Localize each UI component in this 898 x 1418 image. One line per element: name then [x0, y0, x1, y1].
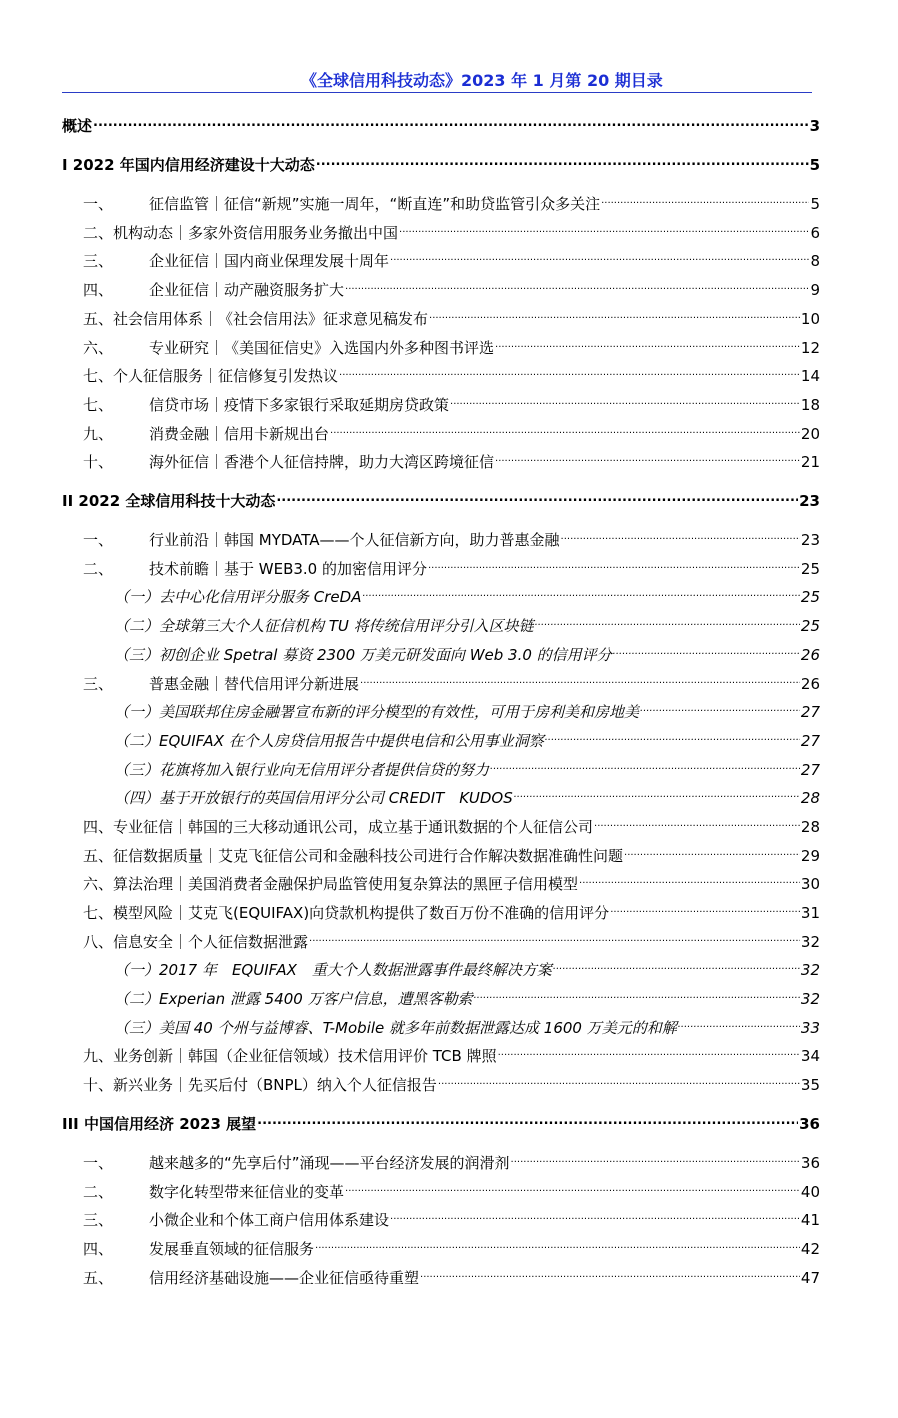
toc-entry-page-number: 27	[800, 703, 820, 721]
toc-entry-label: 十、新兴业务｜先买后付（BNPL）纳入个人征信报告	[83, 1076, 437, 1094]
toc-entry[interactable]	[114, 781, 820, 807]
toc-entry[interactable]	[62, 148, 820, 174]
toc-entry-page-number: 21	[800, 453, 820, 471]
toc-entry-label: （三）花旗将加入银行业向无信用评分者提供信贷的努力	[114, 761, 490, 779]
toc-leader-dots	[428, 552, 800, 574]
toc-entry-page-number: 32	[800, 990, 820, 1008]
toc-entry[interactable]	[83, 1146, 820, 1172]
toc-entry[interactable]	[83, 1261, 820, 1287]
toc-leader-dots	[399, 216, 809, 238]
toc-entry-label: 七、模型风险｜艾克飞(EQUIFAX)向贷款机构提供了数百万份不准确的信用评分	[83, 904, 610, 922]
toc-entry[interactable]	[114, 1011, 820, 1037]
toc-title: 《全球信用科技动态》2023 年 1 月第 20 期目录	[301, 71, 663, 90]
toc-entry[interactable]	[114, 638, 820, 664]
toc-entry-label: 概述	[62, 117, 93, 135]
toc-leader-dots	[495, 445, 800, 467]
toc-entry-number: 三、	[83, 252, 114, 270]
toc-entry-page-number: 27	[800, 732, 820, 750]
toc-entry-page-number: 20	[800, 425, 820, 443]
toc-entry-label: （二）EQUIFAX 在个人房贷信用报告中提供电信和公用事业洞察	[114, 732, 544, 750]
toc-entry-number: 二、	[83, 1183, 114, 1201]
toc-entry-number: 九、	[83, 425, 114, 443]
toc-entry-label: 四、专业征信｜韩国的三大移动通讯公司，成立基于通讯数据的个人征信公司	[83, 818, 594, 836]
toc-entry[interactable]	[83, 552, 820, 578]
toc-leader-dots	[345, 1175, 800, 1197]
toc-entry-page-number: 32	[800, 933, 820, 951]
toc-leader-dots	[339, 359, 800, 381]
toc-title-bar	[62, 66, 812, 93]
toc-entry-number: 一、	[83, 1154, 114, 1172]
toc-entry-label: 八、信息安全｜个人征信数据泄露	[83, 933, 309, 951]
toc-entry-number: 三、	[83, 675, 114, 693]
toc-entry-label: 小微企业和个体工商户信用体系建设	[149, 1211, 390, 1229]
toc-leader-dots	[93, 109, 809, 131]
toc-entry[interactable]	[83, 273, 820, 299]
toc-entry-page-number: 14	[800, 367, 820, 385]
toc-entry-page-number: 36	[799, 1115, 820, 1133]
toc-entry[interactable]	[83, 839, 820, 865]
toc-entry-number: 三、	[83, 1211, 114, 1229]
toc-entry[interactable]	[83, 1232, 820, 1258]
toc-entry-number: 一、	[83, 531, 114, 549]
toc-entry-page-number: 29	[800, 847, 820, 865]
toc-leader-dots	[511, 1146, 800, 1168]
toc-entry-label: 越来越多的“先享后付”涌现——平台经济发展的润滑剂	[149, 1154, 510, 1172]
toc-entry-label: 消费金融｜信用卡新规出台	[149, 425, 330, 443]
toc-entry[interactable]	[83, 810, 820, 836]
toc-entry-label: 五、社会信用体系｜《社会信用法》征求意见稿发布	[83, 310, 429, 328]
toc-entry-page-number: 23	[800, 531, 820, 549]
toc-leader-dots	[624, 839, 800, 861]
toc-entry-page-number: 47	[800, 1269, 820, 1287]
toc-leader-dots	[450, 388, 800, 410]
toc-entry-page-number: 25	[800, 617, 820, 635]
toc-entry-label: （一）美国联邦住房金融署宣布新的评分模型的有效性，可用于房利美和房地美	[114, 703, 640, 721]
toc-entry-label: 企业征信｜国内商业保理发展十周年	[149, 252, 390, 270]
toc-leader-dots	[553, 953, 800, 975]
toc-entry-page-number: 23	[799, 492, 820, 510]
toc-entry-number: 四、	[83, 281, 114, 299]
toc-entry-page-number: 5	[810, 195, 820, 213]
toc-entry[interactable]	[83, 244, 820, 270]
toc-leader-dots	[640, 695, 800, 717]
toc-leader-dots	[429, 302, 800, 324]
toc-leader-dots	[390, 1203, 800, 1225]
toc-entry-label: 数字化转型带来征信业的变革	[149, 1183, 345, 1201]
toc-entry[interactable]	[83, 1175, 820, 1201]
toc-entry-label: 信贷市场｜疫情下多家银行采取延期房贷政策	[149, 396, 450, 414]
toc-entry-label: 技术前瞻｜基于 WEB3.0 的加密信用评分	[149, 560, 427, 578]
toc-entry-label: （四）基于开放银行的英国信用评分公司 CREDIT KUDOS	[114, 789, 513, 807]
toc-leader-dots	[315, 1232, 800, 1254]
toc-leader-dots	[309, 925, 800, 947]
toc-entry-page-number: 25	[800, 588, 820, 606]
toc-entry-page-number: 8	[810, 252, 820, 270]
toc-leader-dots	[561, 523, 800, 545]
toc-entry-page-number: 31	[800, 904, 820, 922]
toc-entry-label: 普惠金融｜替代信用评分新进展	[149, 675, 360, 693]
toc-entry-label: （二）Experian 泄露 5400 万客户信息，遭黑客勒索	[114, 990, 473, 1008]
toc-entry-number: 二、	[83, 560, 114, 578]
toc-entry-page-number: 33	[800, 1019, 820, 1037]
toc-entry[interactable]	[114, 580, 820, 606]
toc-leader-dots	[535, 609, 800, 631]
toc-entry[interactable]	[83, 302, 820, 328]
toc-leader-dots	[316, 148, 809, 170]
toc-entry-label: （一）去中心化信用评分服务 CreDA	[114, 588, 362, 606]
toc-entry-label: III 中国信用经济 2023 展望	[62, 1115, 257, 1133]
toc-entry[interactable]	[114, 982, 820, 1008]
toc-entry-label: I 2022 年国内信用经济建设十大动态	[62, 156, 315, 174]
toc-entry[interactable]	[83, 896, 820, 922]
toc-entry-label: II 2022 全球信用科技十大动态	[62, 492, 276, 510]
toc-entry-page-number: 41	[800, 1211, 820, 1229]
toc-entry-page-number: 36	[800, 1154, 820, 1172]
toc-entry-page-number: 3	[809, 117, 820, 135]
toc-leader-dots	[613, 638, 800, 660]
toc-leader-dots	[594, 810, 800, 832]
toc-leader-dots	[601, 187, 809, 209]
toc-entry-label: （一）2017 年 EQUIFAX 重大个人数据泄露事件最终解决方案	[114, 961, 552, 979]
toc-leader-dots	[514, 781, 800, 803]
toc-entry-label: 行业前沿｜韩国 MYDATA——个人征信新方向，助力普惠金融	[149, 531, 560, 549]
toc-entry[interactable]	[114, 695, 820, 721]
toc-entry[interactable]	[83, 388, 820, 414]
toc-entry[interactable]	[83, 359, 820, 385]
toc-entry[interactable]	[83, 187, 820, 213]
toc-entry-page-number: 42	[800, 1240, 820, 1258]
toc-entry[interactable]	[83, 1039, 820, 1065]
toc-entry-page-number: 30	[800, 875, 820, 893]
toc-entry[interactable]	[62, 484, 820, 510]
toc-entry-page-number: 35	[800, 1076, 820, 1094]
toc-entry-label: 二、机构动态｜多家外资信用服务业务撤出中国	[83, 224, 399, 242]
toc-entry-page-number: 26	[800, 675, 820, 693]
toc-leader-dots	[678, 1011, 800, 1033]
toc-entry-label: 专业研究｜《美国征信史》入选国内外多种图书评选	[149, 339, 495, 357]
toc-entry-label: 六、算法治理｜美国消费者金融保护局监管使用复杂算法的黑匣子信用模型	[83, 875, 579, 893]
toc-entry[interactable]	[83, 1068, 820, 1094]
toc-entry-page-number: 12	[800, 339, 820, 357]
toc-entry-page-number: 5	[809, 156, 820, 174]
toc-entry-page-number: 25	[800, 560, 820, 578]
toc-leader-dots	[579, 867, 800, 889]
toc-entry-label: （二）全球第三大个人征信机构 TU 将传统信用评分引入区块链	[114, 617, 534, 635]
toc-entry[interactable]	[62, 1107, 820, 1133]
toc-entry[interactable]	[114, 753, 820, 779]
toc-entry[interactable]	[83, 417, 820, 443]
toc-leader-dots	[490, 753, 800, 775]
toc-entry[interactable]	[83, 925, 820, 951]
toc-entry[interactable]	[83, 867, 820, 893]
toc-entry[interactable]	[114, 609, 820, 635]
toc-entry-page-number: 9	[810, 281, 820, 299]
toc-entry-page-number: 6	[810, 224, 820, 242]
toc-entry-page-number: 34	[800, 1047, 820, 1065]
toc-leader-dots	[330, 417, 800, 439]
toc-entry[interactable]	[83, 523, 820, 549]
toc-entry[interactable]	[62, 109, 820, 135]
toc-leader-dots	[257, 1107, 798, 1129]
toc-leader-dots	[420, 1261, 800, 1283]
toc-entry-page-number: 28	[800, 818, 820, 836]
toc-entry[interactable]	[83, 331, 820, 357]
toc-entry-page-number: 10	[800, 310, 820, 328]
toc-entry-label: 征信监管｜征信“新规”实施一周年，“断直连”和助贷监管引众多关注	[149, 195, 601, 213]
toc-entry-page-number: 32	[800, 961, 820, 979]
toc-entry-label: （三）美国 40 个州与益博睿、T-Mobile 就多年前数据泄露达成 1600 万美元的和解	[114, 1019, 677, 1037]
toc-entry-number: 十、	[83, 453, 114, 471]
toc-leader-dots	[390, 244, 809, 266]
toc-leader-dots	[345, 273, 809, 295]
toc-leader-dots	[545, 724, 800, 746]
toc-leader-dots	[474, 982, 800, 1004]
toc-entry-label: 信用经济基础设施——企业征信亟待重塑	[149, 1269, 420, 1287]
toc-entry-page-number: 26	[800, 646, 820, 664]
toc-entry-number: 七、	[83, 396, 114, 414]
toc-entry-label: （三）初创企业 Spetral 募资 2300 万美元研发面向 Web 3.0 的信用评分	[114, 646, 612, 664]
toc-entry-label: 五、征信数据质量｜艾克飞征信公司和金融科技公司进行合作解决数据准确性问题	[83, 847, 624, 865]
toc-entry[interactable]	[114, 953, 820, 979]
toc-entry-page-number: 28	[800, 789, 820, 807]
toc-leader-dots	[610, 896, 800, 918]
toc-entry-number: 一、	[83, 195, 114, 213]
toc-entry-number: 四、	[83, 1240, 114, 1258]
toc-entry-label: 企业征信｜动产融资服务扩大	[149, 281, 345, 299]
toc-leader-dots	[276, 484, 798, 506]
toc-entry-page-number: 40	[800, 1183, 820, 1201]
toc-entry-page-number: 18	[800, 396, 820, 414]
toc-entry-label: 七、个人征信服务｜征信修复引发热议	[83, 367, 339, 385]
toc-leader-dots	[362, 580, 799, 602]
toc-leader-dots	[498, 1039, 800, 1061]
toc-entry-label: 发展垂直领域的征信服务	[149, 1240, 315, 1258]
toc-leader-dots	[495, 331, 800, 353]
toc-entry-label: 九、业务创新｜韩国（企业征信领域）技术信用评价 TCB 牌照	[83, 1047, 497, 1065]
toc-entry-number: 五、	[83, 1269, 114, 1287]
toc-leader-dots	[360, 667, 800, 689]
toc-entry-number: 六、	[83, 339, 114, 357]
toc-entry[interactable]	[114, 724, 820, 750]
toc-entry-label: 海外征信｜香港个人征信持牌，助力大湾区跨境征信	[149, 453, 495, 471]
toc-entry[interactable]	[83, 216, 820, 242]
toc-entry[interactable]	[83, 445, 820, 471]
toc-entry[interactable]	[83, 667, 820, 693]
toc-entry-page-number: 27	[800, 761, 820, 779]
toc-entry[interactable]	[83, 1203, 820, 1229]
toc-leader-dots	[438, 1068, 800, 1090]
